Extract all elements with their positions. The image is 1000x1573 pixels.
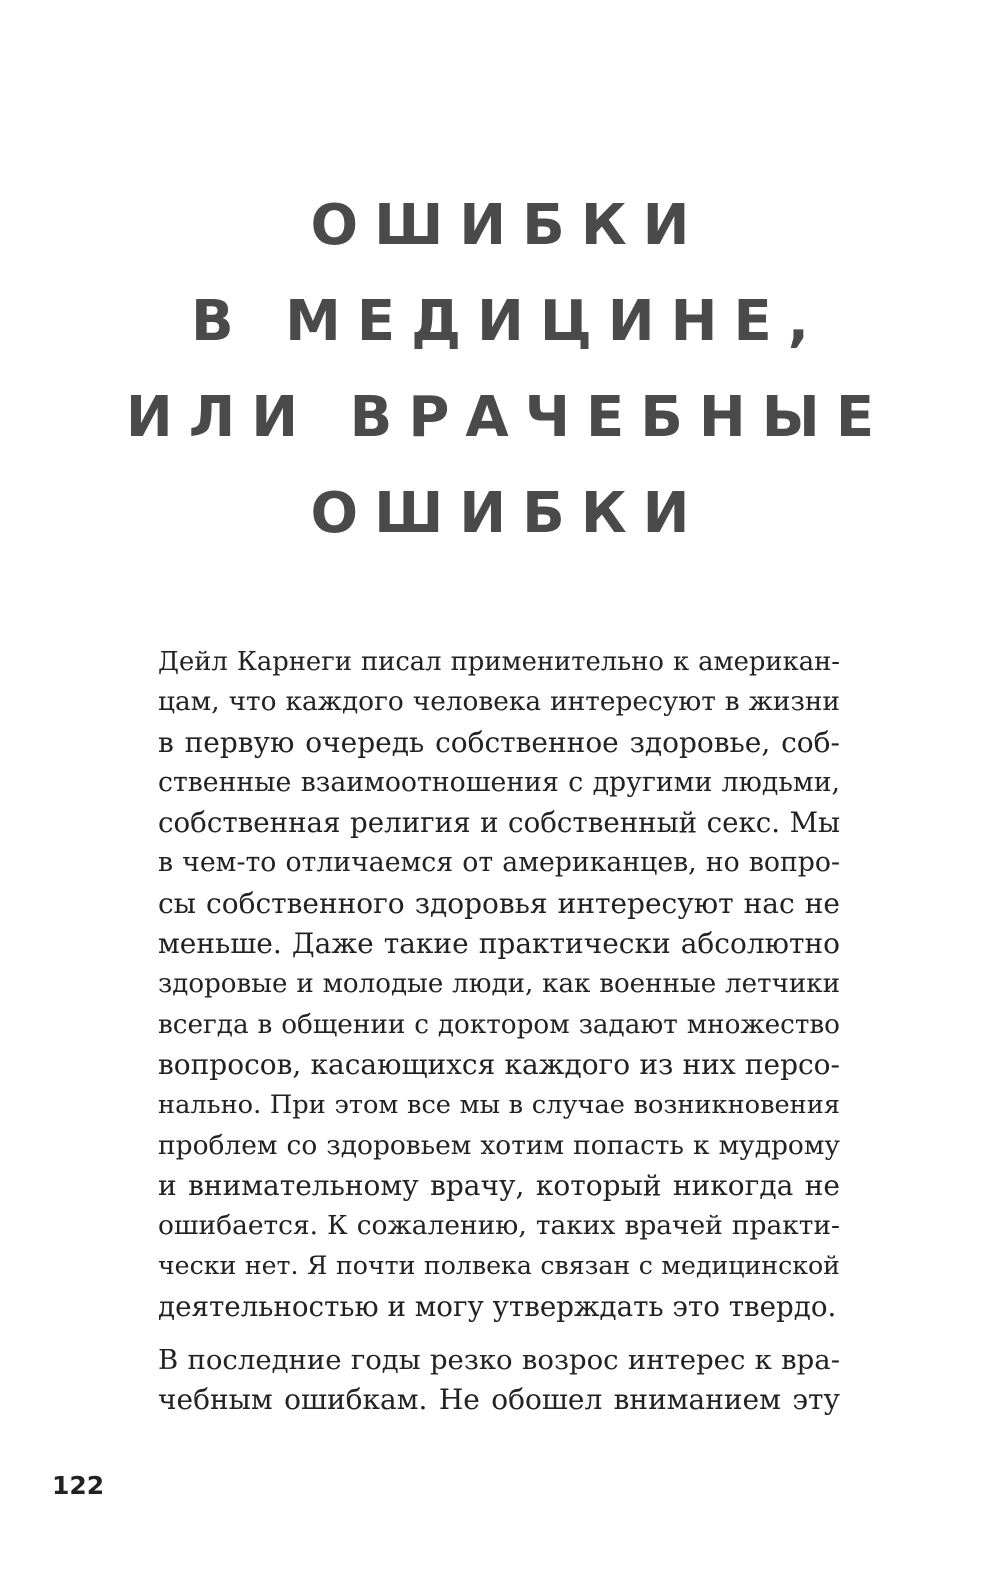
body-text xyxy=(158,642,840,1421)
text-line: в первую очередь собственное здоровье, соб- xyxy=(158,725,840,759)
text-line: вопросов, касающихся каждого из них персо- xyxy=(158,1047,840,1081)
text-line: нально. При этом все мы в случае возникновения xyxy=(158,1090,840,1121)
paragraph-2 xyxy=(158,1340,840,1421)
text-line: цам, что каждого человека интересуют в жизни xyxy=(158,687,840,718)
chapter-title-line: ОШИБКИ xyxy=(310,193,706,258)
page-number: 122 xyxy=(52,1471,105,1500)
text-line: всегда в общении с доктором задают множество xyxy=(158,1009,840,1040)
text-line: Дейл Карнеги писал применительно к американ- xyxy=(158,647,840,677)
text-line: в чем-то отличаемся от американцев, но вопро- xyxy=(158,847,840,879)
text-line: собственная религия и собственный секс. Мы xyxy=(158,806,840,840)
text-line: и внимательному врачу, который никогда не xyxy=(158,1168,840,1202)
text-line: деятельностью и могу утверждать это твердо. xyxy=(158,1289,837,1323)
text-line: В последние годы резко возрос интерес к вра- xyxy=(158,1344,840,1377)
chapter-title xyxy=(0,178,1000,562)
text-line: ственные взаимоотношения с другими людьми, xyxy=(158,766,840,798)
text-line: проблем со здоровьем хотим попасть к мудрому xyxy=(158,1129,840,1161)
chapter-title-line: В МЕДИЦИНЕ, xyxy=(190,289,826,354)
text-line: меньше. Даже такие практически абсолютно xyxy=(158,927,840,961)
text-line: здоровые и молодые люди, как военные летчики xyxy=(158,969,840,1000)
chapter-title-line: ИЛИ ВРАЧЕБНЫЕ xyxy=(125,385,891,450)
chapter-title-line: ОШИБКИ xyxy=(310,481,706,546)
paragraph-1 xyxy=(158,642,840,1327)
text-line: чебным ошибкам. Не обошел вниманием эту xyxy=(158,1383,840,1417)
text-line: чески нет. Я почти полвека связан с медицинской xyxy=(158,1251,840,1281)
text-line: ошибается. К сожалению, таких врачей практи- xyxy=(158,1210,840,1242)
text-line: сы собственного здоровья интересуют нас не xyxy=(158,886,840,920)
